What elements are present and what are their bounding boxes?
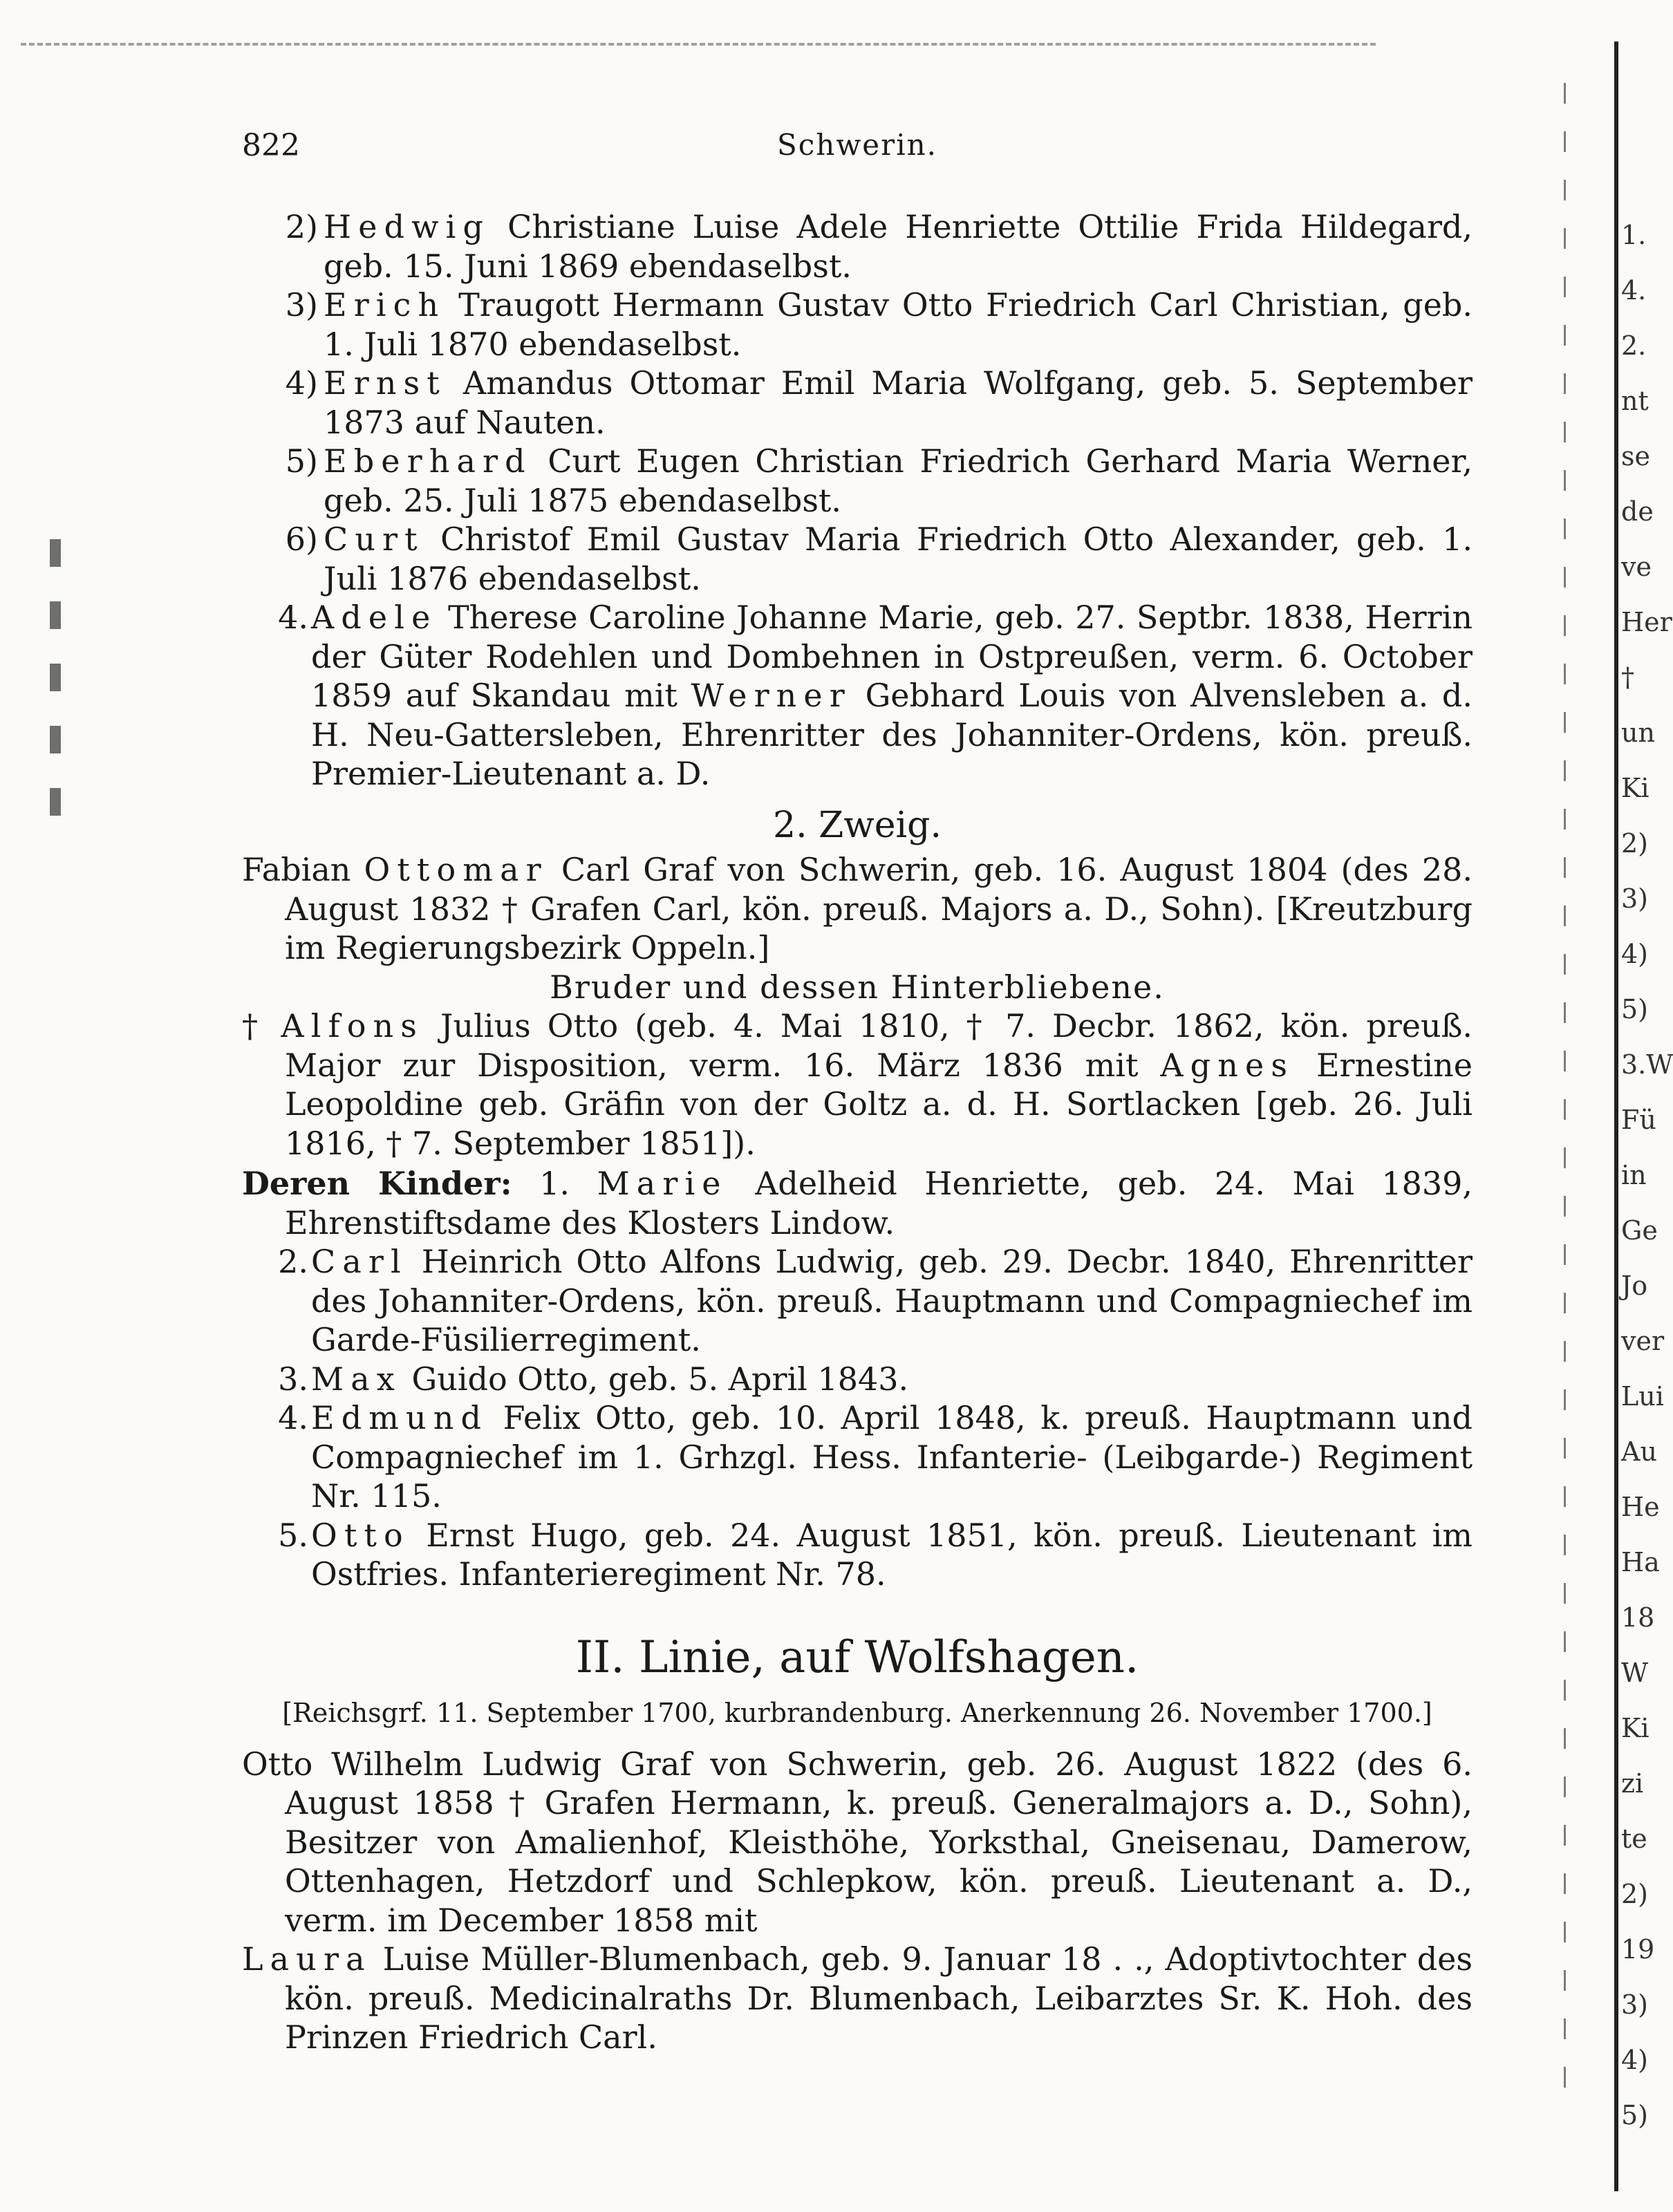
edge-fragment: in xyxy=(1621,1160,1647,1190)
list-item: 2) Hedwig Christiane Luise Adele Henriette Ottilie Frida Hildegard, geb. 15. Juni 1869 ebendaselbst. xyxy=(285,208,1473,285)
adele-entry: 4. Adele Therese Caroline Johanne Marie, geb. 27. Septbr. 1838, Herrin der Güter Rodehlen und Dombehnen in Ostpreußen, verm. 6. October 1859 auf Skandau mit Werner Gebhard Louis von Alvensleben a. d. H. Neu-Gattersleben, Ehrenritter des Johanniter-Ordens, kön. preuß. Premier-Lieutenant a. D. xyxy=(278,599,1473,792)
page-number: 822 xyxy=(242,128,300,163)
edge-fragment: Au xyxy=(1621,1436,1657,1467)
linie-heading: II. Linie, auf Wolfshagen. xyxy=(575,1631,1139,1683)
left-margin-marks xyxy=(50,539,61,830)
edge-fragment: 1. xyxy=(1621,220,1647,250)
edge-fragment: Jo xyxy=(1621,1271,1648,1301)
alfons-entry: † Alfons Julius Otto (geb. 4. Mai 1810, † 7. Decbr. 1862, kön. preuß. Major zur Disposition, verm. 16. März 1836 mit Agnes Ernestine Leopoldine geb. Gräfin von der Goltz a. d. H. Sortlacken [geb. 26. Juli 1816, † 7. September 1851]). xyxy=(242,1007,1473,1162)
list-item: 3) Erich Traugott Hermann Gustav Otto Friedrich Carl Christian, geb. 1. Juli 1870 ebendaselbst. xyxy=(285,286,1473,363)
list-item: 4) Ernst Amandus Ottomar Emil Maria Wolfgang, geb. 5. September 1873 auf Nauten. xyxy=(285,364,1473,441)
edge-fragment: 5) xyxy=(1621,994,1649,1024)
list-item: 4. Edmund Felix Otto, geb. 10. April 1848, k. preuß. Hauptmann und Compagniechef im 1. Grhzgl. Hess. Infanterie- (Leibgarde-) Regiment Nr. 115. xyxy=(278,1399,1473,1515)
edge-fragment: te xyxy=(1621,1824,1647,1854)
edge-fragment: Ki xyxy=(1621,773,1649,803)
page-header xyxy=(242,128,1473,176)
edge-fragment: Fü xyxy=(1621,1105,1656,1135)
edge-fragment: de xyxy=(1621,496,1654,527)
edge-fragment: se xyxy=(1621,441,1650,471)
adjacent-page-edge xyxy=(1621,207,1673,2212)
zweig-heading: 2. Zweig. xyxy=(772,804,942,846)
edge-fragment: 5) xyxy=(1621,2100,1649,2130)
page-gutter-line xyxy=(1614,41,1618,2191)
edge-fragment: 4) xyxy=(1621,939,1649,969)
edge-fragment: 2. xyxy=(1621,330,1647,361)
edge-fragment: 4. xyxy=(1621,275,1647,306)
edge-fragment: Ge xyxy=(1621,1215,1658,1246)
edge-fragment: Ki xyxy=(1621,1713,1649,1743)
scan-border-top xyxy=(21,43,1376,46)
kinder-entry: Deren Kinder: 1. Marie Adelheid Henriette, geb. 24. Mai 1839, Ehrenstiftsdame des Klosters Lindow. xyxy=(242,1165,1473,1241)
children-list-1 xyxy=(242,207,1473,598)
edge-fragment: W xyxy=(1621,1658,1649,1688)
children-list-2 xyxy=(242,1242,1473,1594)
edge-fragment: ver xyxy=(1621,1326,1665,1356)
edge-fragment: Ha xyxy=(1621,1547,1660,1577)
edge-fragment: He xyxy=(1621,1492,1660,1522)
edge-fragment: † xyxy=(1621,662,1634,693)
edge-fragment: Her xyxy=(1621,607,1672,637)
fabian-entry: Fabian Ottomar Carl Graf von Schwerin, geb. 16. August 1804 (des 28. August 1832 † Grafen Carl, kön. preuß. Majors a. D., Sohn). [Kreutzburg im Regierungsbezirk Oppeln.] xyxy=(242,851,1473,966)
edge-fragment: ve xyxy=(1621,552,1652,582)
edge-fragment: zi xyxy=(1621,1768,1644,1799)
otto-entry: Otto Wilhelm Ludwig Graf von Schwerin, geb. 26. August 1822 (des 6. August 1858 † Grafen Hermann, k. preuß. Generalmajors a. D., Sohn), Besitzer von Amalienhof, Kleisthöhe, Yorksthal, Gneisenau, Damerow, Ottenhagen, Hetzdorf und Schlepkow, kön. preuß. Lieutenant a. D., verm. im December 1858 mit xyxy=(242,1745,1473,1939)
page-gutter-marks xyxy=(1564,83,1566,2088)
edge-fragment: Lui xyxy=(1621,1381,1664,1412)
edge-fragment: nt xyxy=(1621,386,1649,416)
edge-fragment: 3.W xyxy=(1621,1049,1673,1080)
edge-fragment: un xyxy=(1621,718,1655,748)
edge-fragment: 3) xyxy=(1621,1989,1649,2020)
edge-fragment: 2) xyxy=(1621,828,1649,859)
page-body xyxy=(242,207,1473,2057)
linie-bracket-note: [Reichsgrf. 11. September 1700, kurbrandenburg. Anerkennung 26. November 1700.] xyxy=(282,1697,1432,1728)
edge-fragment: 4) xyxy=(1621,2045,1649,2075)
list-item: 2. Carl Heinrich Otto Alfons Ludwig, geb. 29. Decbr. 1840, Ehrenritter des Johanniter-Ordens, kön. preuß. Hauptmann und Compagniechef im Garde-Füsilierregiment. xyxy=(278,1243,1473,1358)
edge-fragment: 19 xyxy=(1621,1934,1655,1965)
list-item: 6) Curt Christof Emil Gustav Maria Friedrich Otto Alexander, geb. 1. Juli 1876 ebendaselbst. xyxy=(285,521,1473,597)
edge-fragment: 18 xyxy=(1621,1602,1655,1633)
list-item: 3. Max Guido Otto, geb. 5. April 1843. xyxy=(278,1360,909,1398)
list-item: 5) Eberhard Curt Eugen Christian Friedrich Gerhard Maria Werner, geb. 25. Juli 1875 ebendaselbst. xyxy=(285,442,1473,519)
list-item: 5. Otto Ernst Hugo, geb. 24. August 1851, kön. preuß. Lieutenant im Ostfries. Infanterieregiment Nr. 78. xyxy=(278,1516,1473,1593)
edge-fragment: 3) xyxy=(1621,883,1649,914)
brother-subheading: Bruder und dessen Hinterbliebene. xyxy=(550,968,1165,1006)
laura-entry: Laura Luise Müller-Blumenbach, geb. 9. Januar 18 . ., Adoptivtochter des kön. preuß. Medicinalraths Dr. Blumenbach, Leibarztes Sr. K. Hoh. des Prinzen Friedrich Carl. xyxy=(242,1940,1473,2056)
edge-fragment: 2) xyxy=(1621,1879,1649,1909)
running-title: Schwerin. xyxy=(776,128,938,162)
